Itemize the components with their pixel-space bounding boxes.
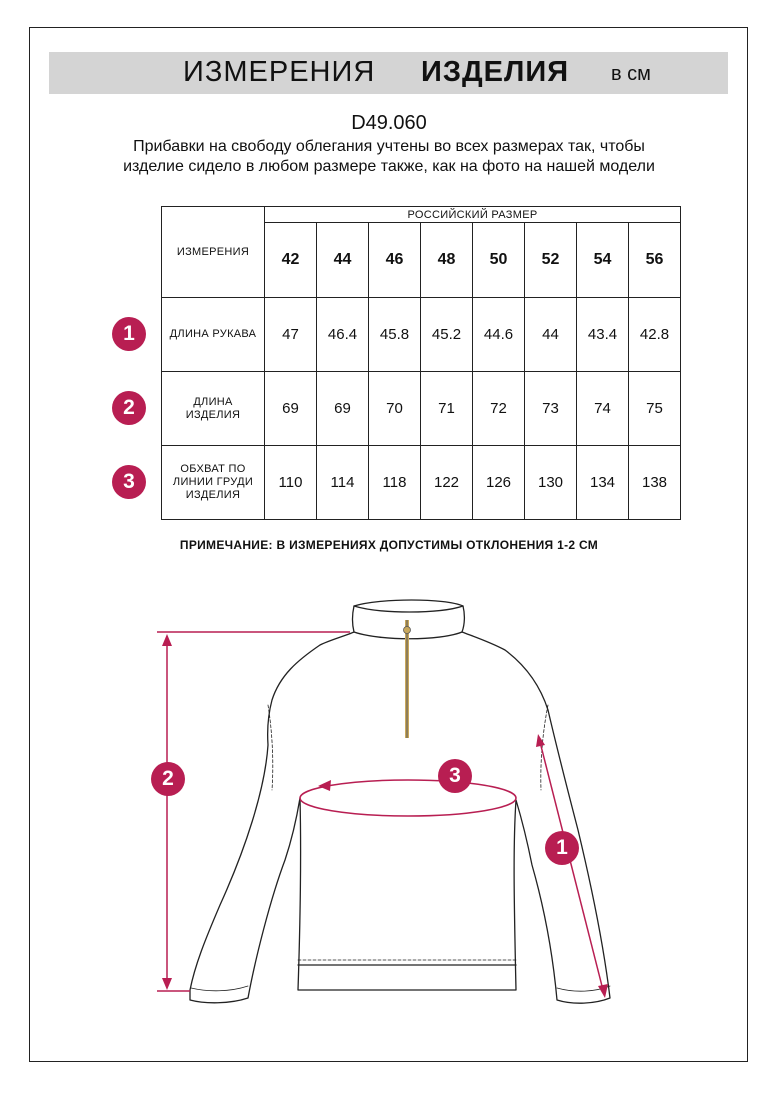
table-cell: 74 [577, 372, 629, 446]
fit-note: Прибавки на свободу облегания учтены во всех размерах так, чтобы изделие сидело в любом размере также, как на фото на нашей модели [123, 138, 655, 175]
tolerance-note: ПРИМЕЧАНИЕ: В ИЗМЕРЕНИЯХ ДОПУСТИМЫ ОТКЛОНЕНИЯ 1-2 СМ [179, 538, 599, 552]
table-cell: 44.6 [473, 298, 525, 372]
table-cell: 71 [421, 372, 473, 446]
title-banner [49, 52, 728, 94]
size-header: 52 [525, 223, 577, 298]
table-cell: 138 [629, 446, 681, 520]
table-cell: 126 [473, 446, 525, 520]
table-cell: 46.4 [317, 298, 369, 372]
table-cell: 75 [629, 372, 681, 446]
table-cell: 118 [369, 446, 421, 520]
table-cell: 69 [317, 372, 369, 446]
table-cell: 122 [421, 446, 473, 520]
size-header: 50 [473, 223, 525, 298]
row-badge-sleeve: 1 [112, 317, 146, 351]
size-header: 42 [265, 223, 317, 298]
row-badge-length: 2 [112, 391, 146, 425]
table-row-length [162, 372, 681, 446]
row-label: ДЛИНА ИЗДЕЛИЯ [162, 372, 265, 446]
drawing-marker-chest: 3 [438, 759, 472, 793]
size-header: 44 [317, 223, 369, 298]
size-header: 48 [421, 223, 473, 298]
table-cell: 43.4 [577, 298, 629, 372]
size-header: 54 [577, 223, 629, 298]
zipper [404, 620, 411, 738]
table-cell: 44 [525, 298, 577, 372]
size-header: 46 [369, 223, 421, 298]
chest-ellipse [300, 780, 516, 816]
size-system-label: РОССИЙСКИЙ РАЗМЕР [265, 207, 681, 223]
corner-label: ИЗМЕРЕНИЯ [162, 207, 265, 298]
sleeve-arrow-line [540, 742, 603, 990]
table-cell: 134 [577, 446, 629, 520]
table-cell: 69 [265, 372, 317, 446]
title-garment: ИЗДЕЛИЯ [421, 56, 570, 88]
table-cell: 47 [265, 298, 317, 372]
row-badge-chest: 3 [112, 465, 146, 499]
sweater-outline [190, 600, 610, 1003]
title-unit: в см [611, 63, 651, 85]
table-row-sleeve [162, 298, 681, 372]
product-code: D49.060 [351, 112, 427, 134]
table-cell: 110 [265, 446, 317, 520]
table-cell: 114 [317, 446, 369, 520]
size-table [161, 206, 681, 520]
title-measurements: ИЗМЕРЕНИЯ [183, 56, 376, 88]
row-label: ДЛИНА РУКАВА [162, 298, 265, 372]
table-cell: 130 [525, 446, 577, 520]
measurement-lines [157, 632, 603, 991]
drawing-marker-sleeve: 1 [545, 831, 579, 865]
table-cell: 42.8 [629, 298, 681, 372]
table-row-chest [162, 446, 681, 520]
table-cell: 72 [473, 372, 525, 446]
size-header: 56 [629, 223, 681, 298]
row-label: ОБХВАТ ПО ЛИНИИ ГРУДИ ИЗДЕЛИЯ [162, 446, 265, 520]
garment-drawing [0, 590, 778, 1010]
table-cell: 45.8 [369, 298, 421, 372]
drawing-marker-length: 2 [151, 762, 185, 796]
table-cell: 70 [369, 372, 421, 446]
table-cell: 73 [525, 372, 577, 446]
table-cell: 45.2 [421, 298, 473, 372]
